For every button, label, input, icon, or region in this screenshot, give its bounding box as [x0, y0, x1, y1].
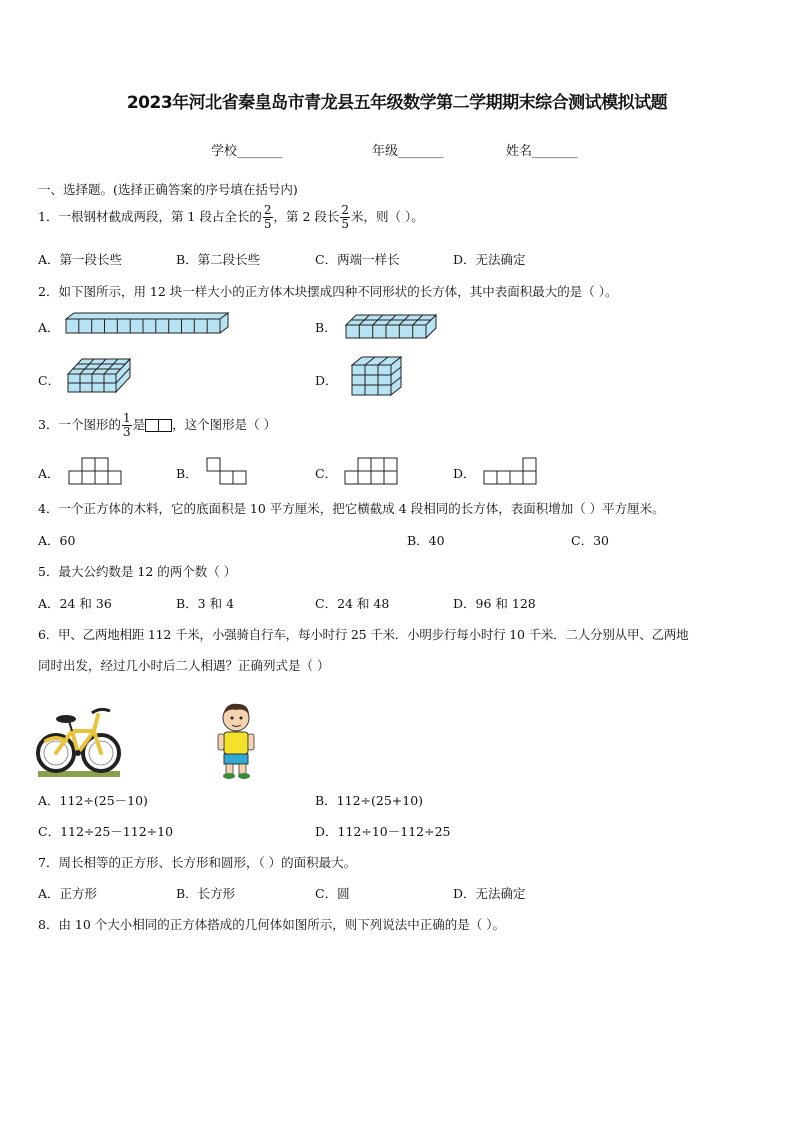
q1-option-b: B．第二段长些: [176, 252, 261, 267]
q5-option-c: C．24 和 48: [315, 596, 390, 611]
q2-label-d: D．: [315, 373, 338, 388]
q3-shape-c: [345, 457, 403, 485]
page-title: 2023年河北省秦皇岛市青龙县五年级数学第二学期期末综合测试模拟试题: [126, 93, 668, 113]
q3-shape-a: [69, 457, 125, 485]
q1-option-d: D．无法确定: [453, 252, 526, 267]
two-square-shape: [145, 419, 159, 432]
question-2: 2．如下图所示，用 12 块一样大小的正方体木块摆成四种不同形状的长方体，其中表面积最大的是（ ）。: [38, 284, 618, 299]
q1-option-a: A．第一段长些: [38, 252, 123, 267]
q6-option-d: D．112÷10－112÷25: [315, 824, 451, 839]
cuboid-figure-d: [352, 357, 406, 399]
q6-option-c: C．112÷25－112÷10: [38, 824, 174, 839]
q1-text-3: 米，则（ ）。: [351, 209, 424, 224]
q2-label-a: A．: [38, 320, 60, 335]
q3-shape-b: [206, 457, 250, 485]
q6-option-b: B．112÷(25+10): [315, 793, 424, 808]
q3-fraction: $\frac{1}{3}$: [122, 411, 131, 439]
cuboid-figure-a: [66, 313, 231, 335]
cuboid-figure-b: [346, 314, 441, 340]
q1-fraction-2: $\frac{2}{5}$: [341, 203, 350, 231]
question-3: [38, 412, 276, 439]
question-8: 8．由 10 个大小相同的正方体搭成的几何体如图所示，则下列说法中正确的是（ ）。: [38, 917, 506, 932]
q7-option-d: D．无法确定: [453, 886, 526, 901]
question-5: 5．最大公约数是 12 的两个数（ ）: [38, 564, 237, 579]
grade-field: 年级_______: [372, 144, 444, 159]
bicycle-image: [36, 697, 122, 779]
q3-label-d: D．: [453, 466, 476, 481]
q1-option-c: C．两端一样长: [315, 252, 400, 267]
q7-option-a: A．正方形: [38, 886, 98, 901]
q6-option-a: A．112÷(25－10): [38, 793, 148, 808]
q3-label-c: C．: [315, 466, 338, 481]
question-6-line-1: 6．甲、乙两地相距 112 千米，小强骑自行车，每小时行 25 千米．小明步行每小时行 10 千米．二人分别从甲、乙两地: [38, 627, 689, 642]
cuboid-figure-c: [68, 358, 134, 396]
boy-image: [214, 698, 258, 780]
question-6-line-2: 同时出发，经过几小时后二人相遇？正确列式是（ ）: [38, 658, 330, 673]
question-4: 4．一个正方体的木料，它的底面积是 10 平方厘米，把它横截成 4 段相同的长方体，表面积增加（ ）平方厘米。: [38, 501, 665, 516]
q1-text-2: ，第 2 段长: [273, 209, 340, 224]
name-field: 姓名_______: [506, 144, 578, 159]
q3-label-a: A．: [38, 466, 60, 481]
q5-option-b: B．3 和 4: [176, 596, 235, 611]
q4-option-b: B．40: [407, 533, 445, 548]
question-1: [38, 204, 424, 231]
q2-label-c: C．: [38, 373, 61, 388]
q3-text-2: 是: [132, 417, 146, 432]
q1-fraction-1: $\frac{2}{5}$: [263, 203, 272, 231]
school-field: 学校_______: [211, 144, 283, 159]
q1-text-1: 1．一根钢材截成两段，第 1 段占全长的: [38, 209, 262, 224]
q3-label-b: B．: [176, 466, 198, 481]
q3-shape-d: [483, 457, 541, 485]
q3-text-1: 3．一个图形的: [38, 417, 121, 432]
q4-option-c: C．30: [571, 533, 609, 548]
q3-text-3: ，这个图形是（ ）: [172, 417, 277, 432]
q5-option-d: D．96 和 128: [453, 596, 536, 611]
q2-label-b: B．: [315, 320, 337, 335]
q7-option-b: B．长方形: [176, 886, 236, 901]
q5-option-a: A．24 和 36: [38, 596, 112, 611]
section-heading: 一、选择题。(选择正确答案的序号填在括号内): [38, 182, 298, 197]
question-7: 7．周长相等的正方形、长方形和圆形，（ ）的面积最大。: [38, 855, 357, 870]
two-square-shape-right: [158, 419, 172, 432]
q7-option-c: C．圆: [315, 886, 350, 901]
q4-option-a: A．60: [38, 533, 76, 548]
